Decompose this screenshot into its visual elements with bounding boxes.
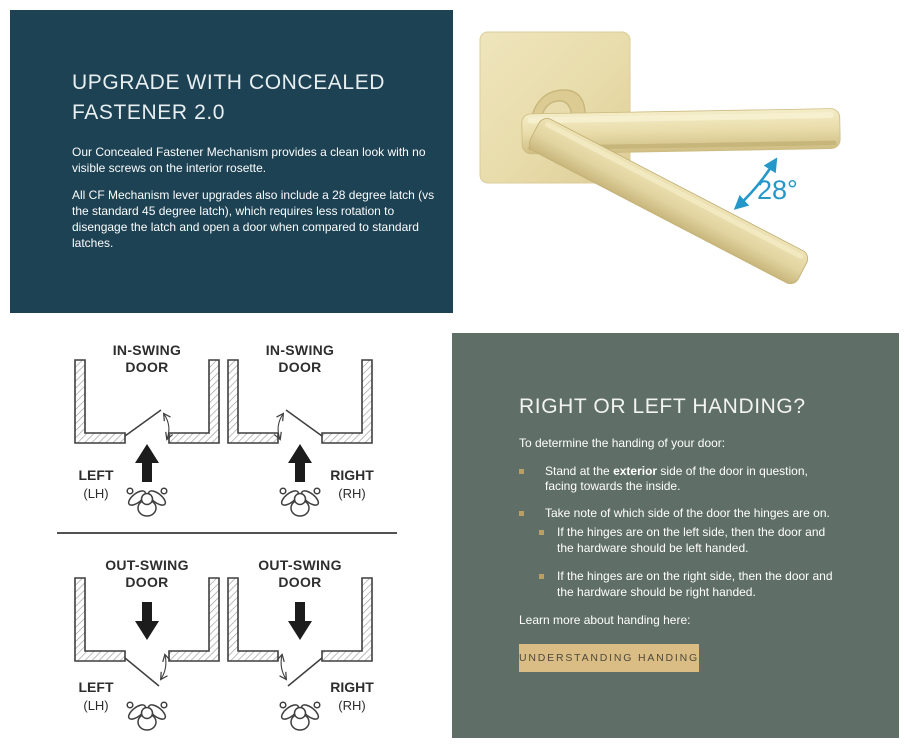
- person-top-view-icon: [279, 488, 320, 516]
- understanding-handing-button[interactable]: UNDERSTANDING HANDING: [519, 644, 699, 672]
- door-leaf-line: [125, 410, 161, 436]
- in-swing-title-right-line2: DOOR: [278, 359, 322, 375]
- door-leaf-line: [288, 658, 322, 686]
- rotation-angle-label: 28°: [757, 175, 798, 205]
- handing-title: RIGHT OR LEFT HANDING?: [519, 395, 806, 418]
- bullet-square-icon: [519, 511, 524, 516]
- out-swing-title-right-line2: DOOR: [278, 574, 322, 590]
- list-item: [539, 525, 841, 556]
- bullet-square-icon: [539, 574, 544, 579]
- person-top-view-icon: [126, 702, 167, 730]
- person-top-view-icon: [126, 488, 167, 516]
- person-top-view-icon: [279, 702, 320, 730]
- list-item: [519, 506, 841, 601]
- approach-arrow-up-icon: [135, 444, 159, 482]
- bullet-square-icon: [519, 469, 524, 474]
- door-leaf-line: [125, 658, 159, 686]
- handing-intro: To determine the handing of your door:: [519, 436, 726, 450]
- upgrade-title: UPGRADE WITH CONCEALED FASTENER 2.0: [72, 71, 386, 124]
- handing-substeps-list: [539, 525, 841, 600]
- out-swing-title-right-line1: OUT-SWING: [258, 557, 342, 573]
- in-swing-left-hand-label: LEFT: [78, 467, 114, 483]
- out-swing-title-left-line2: DOOR: [125, 574, 169, 590]
- handing-steps-list: [519, 464, 841, 601]
- in-swing-left-hand-abbr: (LH): [83, 486, 109, 501]
- out-swing-right-hand-abbr: (RH): [338, 698, 366, 713]
- out-swing-left-hand-label: LEFT: [78, 679, 114, 695]
- swing-direction-arrow-icon: [161, 655, 166, 679]
- handing-panel: [452, 333, 899, 738]
- out-swing-left-hand-abbr: (LH): [83, 698, 109, 713]
- upgrade-panel: [10, 10, 453, 313]
- door-leaf-line: [286, 410, 322, 436]
- list-item: [519, 464, 841, 495]
- handing-diagram-svg: [30, 332, 430, 744]
- step-text: Stand at the exterior side of the door in question, facing towards the inside.: [545, 463, 808, 493]
- swing-direction-arrow-icon: [281, 655, 286, 679]
- upgrade-paragraph-1: Our Concealed Fastener Mechanism provides a clean look with no visible screws on the interior rosette.: [72, 145, 426, 175]
- list-item: [539, 569, 841, 600]
- door-handing-diagram: [30, 332, 430, 744]
- in-swing-right-hand-abbr: (RH): [338, 486, 366, 501]
- lever-rotation-figure: [452, 0, 905, 310]
- in-swing-title-left-line1: IN-SWING: [112, 342, 182, 358]
- approach-arrow-up-icon: [288, 444, 312, 482]
- out-swing-right-hand-label: RIGHT: [330, 679, 374, 695]
- approach-arrow-down-icon: [135, 602, 159, 640]
- bullet-square-icon: [539, 530, 544, 535]
- lever-figure-svg: [452, 0, 905, 310]
- in-swing-title-left-line2: DOOR: [125, 359, 169, 375]
- in-swing-right-hand-label: RIGHT: [330, 467, 374, 483]
- substep-text: If the hinges are on the right side, then the door and the hardware should be right handed.: [557, 569, 833, 599]
- substep-text: If the hinges are on the left side, then the door and the hardware should be left handed.: [557, 525, 826, 555]
- out-swing-title-left-line1: OUT-SWING: [105, 557, 189, 573]
- in-swing-title-right-line1: IN-SWING: [265, 342, 335, 358]
- upgrade-paragraph-2: All CF Mechanism lever upgrades also include a 28 degree latch (vs the standard 45 degree latch), which requires less rotation to disengage the latch and open a door when compared to standard latches.: [72, 188, 435, 250]
- learn-more-text: Learn more about handing here:: [519, 613, 691, 627]
- step-text: Take note of which side of the door the hinges are on.: [545, 505, 830, 520]
- approach-arrow-down-icon: [288, 602, 312, 640]
- swing-direction-arrow-icon: [278, 414, 283, 439]
- swing-direction-arrow-icon: [164, 414, 169, 439]
